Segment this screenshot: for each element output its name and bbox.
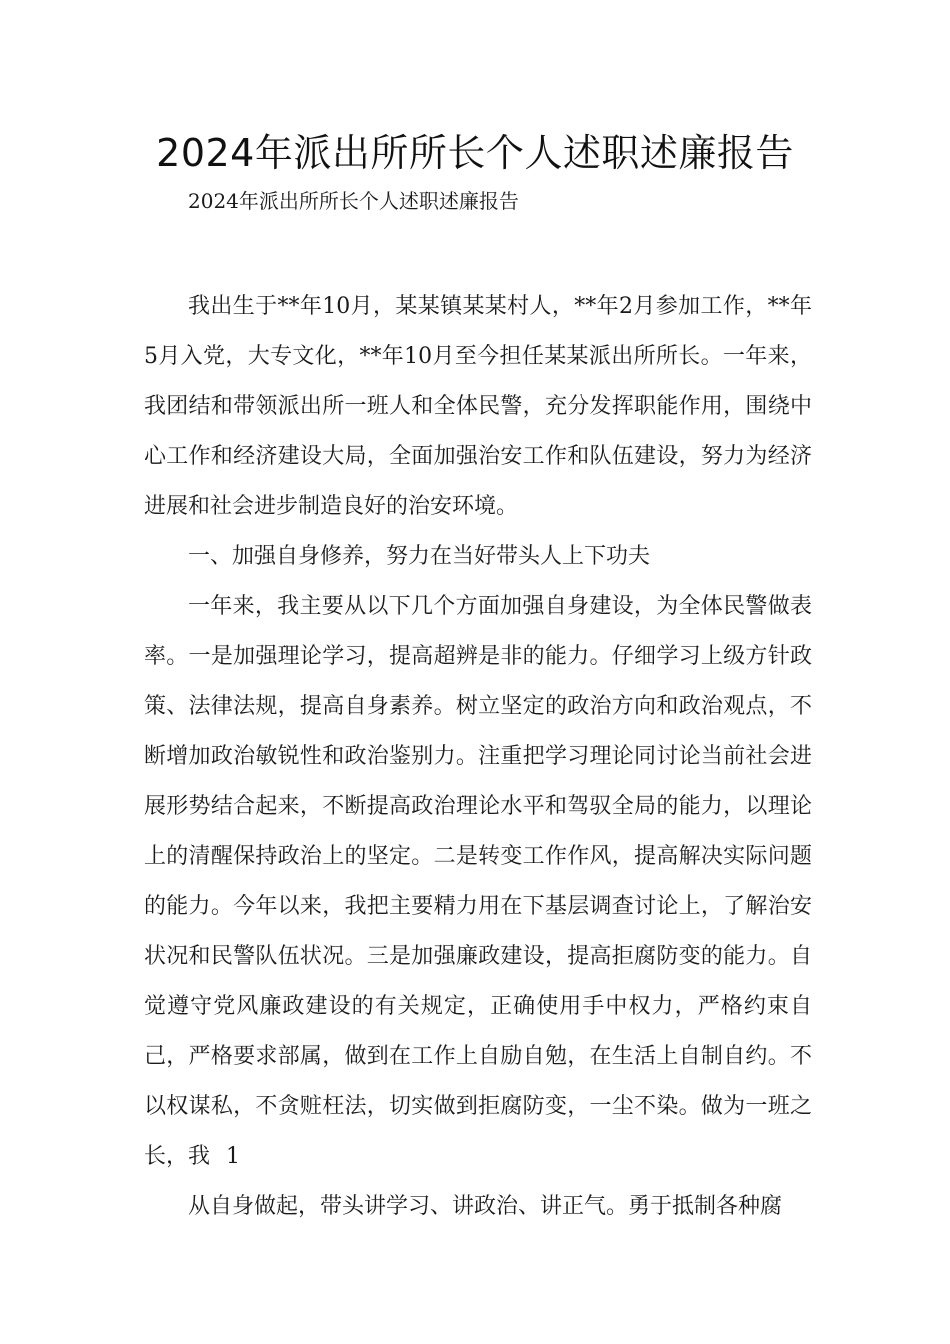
page-number: 1 xyxy=(226,1144,241,1169)
paragraph-self-cultivation-text: 一年来，我主要从以下几个方面加强自身建设，为全体民警做表率。一是加强理论学习，提高超辨是非的能力。仔细学习上级方针政策、法律法规，提高自身素养。树立坚定的政治方向和政治观点，不断增加政治敏锐性和政治鉴别力。注重把学习理论同讨论当前社会进展形势结合起来，不断提高政治理论水平和驾驭全局的能力，以理论上的清醒保持政治上的坚定。二是转变工作作风，提高解决实际问题的能力。今年以来，我把主要精力用在下基层调查讨论上，了解治安状况和民警队伍状况。三是加强廉政建设，提高拒腐防变的能力。自觉遵守党风廉政建设的有关规定，正确使用手中权力，严格约束自己，严格要求部属，做到在工作上自励自勉，在生活上自制自约。不以权谋私，不贪赃枉法，切实做到拒腐防变，一尘不染。做为一班之长，我 xyxy=(144,594,812,1169)
paragraph-intro: 我出生于**年10月，某某镇某某村人，**年2月参加工作，**年5月入党，大专文化，**年10月至今担任某某派出所所长。一年来，我团结和带领派出所一班人和全体民警，充分发挥职能作用，围绕中心工作和经济建设大局，全面加强治安工作和队伍建设，努力为经济进展和社会进步制造良好的治安环境。 xyxy=(144,294,812,519)
section-heading: 一、加强自身修养，努力在当好带头人上下功夫 xyxy=(188,544,651,569)
paragraph-self-cultivation xyxy=(144,582,812,1182)
document-title: 2024年派出所所长个人述职述廉报告 xyxy=(156,131,794,175)
document-body xyxy=(144,282,812,1232)
document-subtitle: 2024年派出所所长个人述职述廉报告 xyxy=(188,189,519,213)
paragraph-continuation: 从自身做起，带头讲学习、讲政治、讲正气。勇于抵制各种腐 xyxy=(188,1194,783,1219)
